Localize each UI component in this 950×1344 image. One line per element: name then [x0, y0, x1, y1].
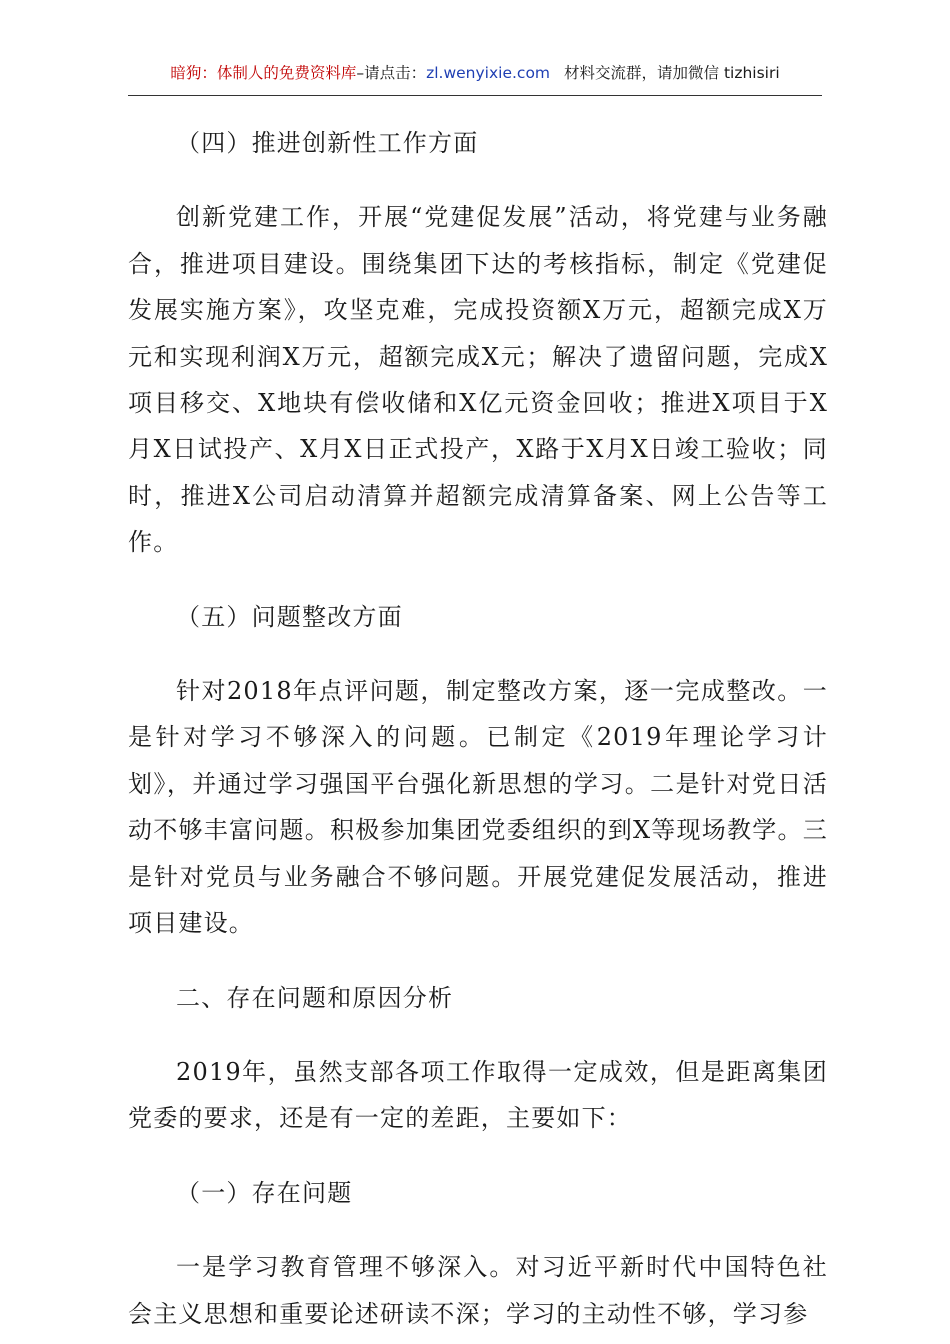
header-url-link[interactable]: zl.wenyixie.com — [426, 64, 551, 82]
section-5-body: 针对2018年点评问题，制定整改方案，逐一完成整改。一是针对学习不够深入的问题。已制定《2019年理论学习计划》，并通过学习强国平台强化新思想的学习。二是针对党日活动不够丰富问题。积极参加集团党委组织的到X等现场教学。三是针对党员与业务融合不够问题。开展党建促发展活动，推进项目建设。 — [128, 677, 828, 938]
header-prompt: 请点击： — [364, 64, 427, 82]
problems-body: 一是学习教育管理不够深入。对习近平新时代中国特色社会主义思想和重要论述研读不深；学习的主动性不够，学习参 — [128, 1253, 828, 1328]
header-dash: – — [356, 64, 365, 82]
header-contact: 材料交流群，请加微信 tizhisiri — [564, 64, 780, 82]
part-2-intro: 2019年，虽然支部各项工作取得一定成效，但是距离集团党委的要求，还是有一定的差距，主要如下： — [128, 1057, 828, 1133]
section-4-body: 创新党建工作，开展“党建促发展”活动，将党建与业务融合，推进项目建设。围绕集团下达的考核指标，制定《党建促发展实施方案》，攻坚克难，完成投资额X万元，超额完成X万元和实现利润X万元，超额完成X元；解决了遗留问题，完成X项目移交、X地块有偿收储和X亿元资金回收；推进X项目于X月X日试投产、X月X日正式投产，X路于X月X日竣工验收；同时，推进X公司启动清算并超额完成清算备案、网上公告等工作。 — [128, 203, 828, 557]
page-header — [128, 62, 822, 96]
part-2-title: 二、存在问题和原因分析 — [176, 983, 454, 1012]
problems-title: （一）存在问题 — [176, 1178, 353, 1207]
section-5-title: （五）问题整改方面 — [176, 602, 403, 631]
header-brand: 暗狗：体制人的免费资料库 — [170, 64, 357, 82]
document-body — [128, 120, 828, 1337]
section-4-title: （四）推进创新性工作方面 — [176, 129, 479, 157]
